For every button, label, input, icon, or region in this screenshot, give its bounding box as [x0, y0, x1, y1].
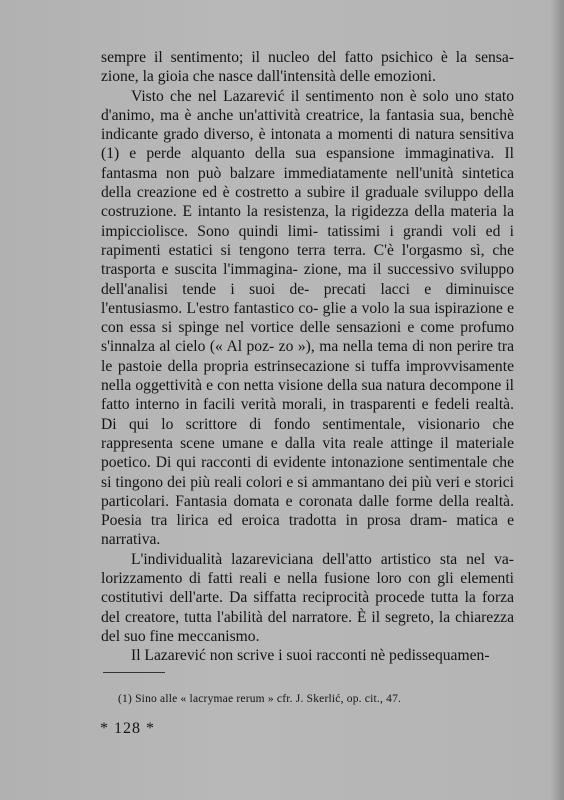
- paragraph-continuation: sempre il sentimento; il nucleo del fatto psichico è la sensa- zione, la gioia che nasce dall'intensità delle emozioni.: [101, 49, 514, 86]
- page-number: * 128 *: [100, 720, 155, 737]
- page-edge-shadow: [550, 0, 564, 800]
- footnote: (1) Sino alle « lacrymae rerum » cfr. J. Skerlić, op. cit., 47.: [118, 693, 402, 705]
- body-text: [101, 48, 514, 666]
- footnote-divider: [103, 672, 165, 673]
- paragraph-individuality: L'individualità lazareviciana dell'atto artistico sta nel va- lorizzamento di fatti reali e nella fusione loro con gli elementi costitutivi dell'arte. Da siffatta reciprocità procede tutta la forza del creatore, tutta l'abilità del narratore. È il segreto, la chiarezza del suo fine meccanismo.: [101, 550, 514, 645]
- paragraph-final-line: Il Lazarević non scrive i suoi racconti nè pedissequamen-: [131, 647, 490, 665]
- paragraph-fantasy: Visto che nel Lazarević il sentimento non è solo uno stato d'animo, ma è anche un'attività creatrice, la fantasia sua, benchè indicante grado diverso, è intonata a momenti di natura sensitiva (1) e perde alquanto della sua espansione immaginativa. Il fantasma non può balzare immediatamente nell'unità sintetica della creazione ed è costretto a subire il graduale sviluppo della costruzione. E intanto la resistenza, la rigidezza della materia la impicciolisce. Sono quindi limi- tatissimi i grandi voli ed i rapimenti estatici si tengono terra terra. C'è l'orgasmo sì, che trasporta e suscita l'immagina- zione, ma il successivo sviluppo dell'analisi tende i suoi de- precati lacci e diminuisce l'entusiasmo. L'estro fantastico co- glie a volo la sua ispirazione e con essa si spinge nel vortice delle sensazioni e come profumo s'innalza al cielo (« Al poz- zo »), ma nella tema di non perire tra le pastoie della propria estrinsecazione si tuffa improvvisamente nella oggettività e con netta visione della sua natura decompone il fatto interno in facili verità morali, in trasparenti e fedeli realtà. Di qui lo scrittore di fondo sentimentale, visionario che rappresenta scene umane e dalla vita reale attinge il materiale poetico. Di qui racconti di evidente intonazione sentimentale che si tingono dei più reali colori e si ammantano dei più veri e storici particolari. Fantasia domata e coronata dalle forme della realtà. Poesia tra lirica ed eroica tradotta in prosa dram- matica e narrativa.: [101, 87, 514, 549]
